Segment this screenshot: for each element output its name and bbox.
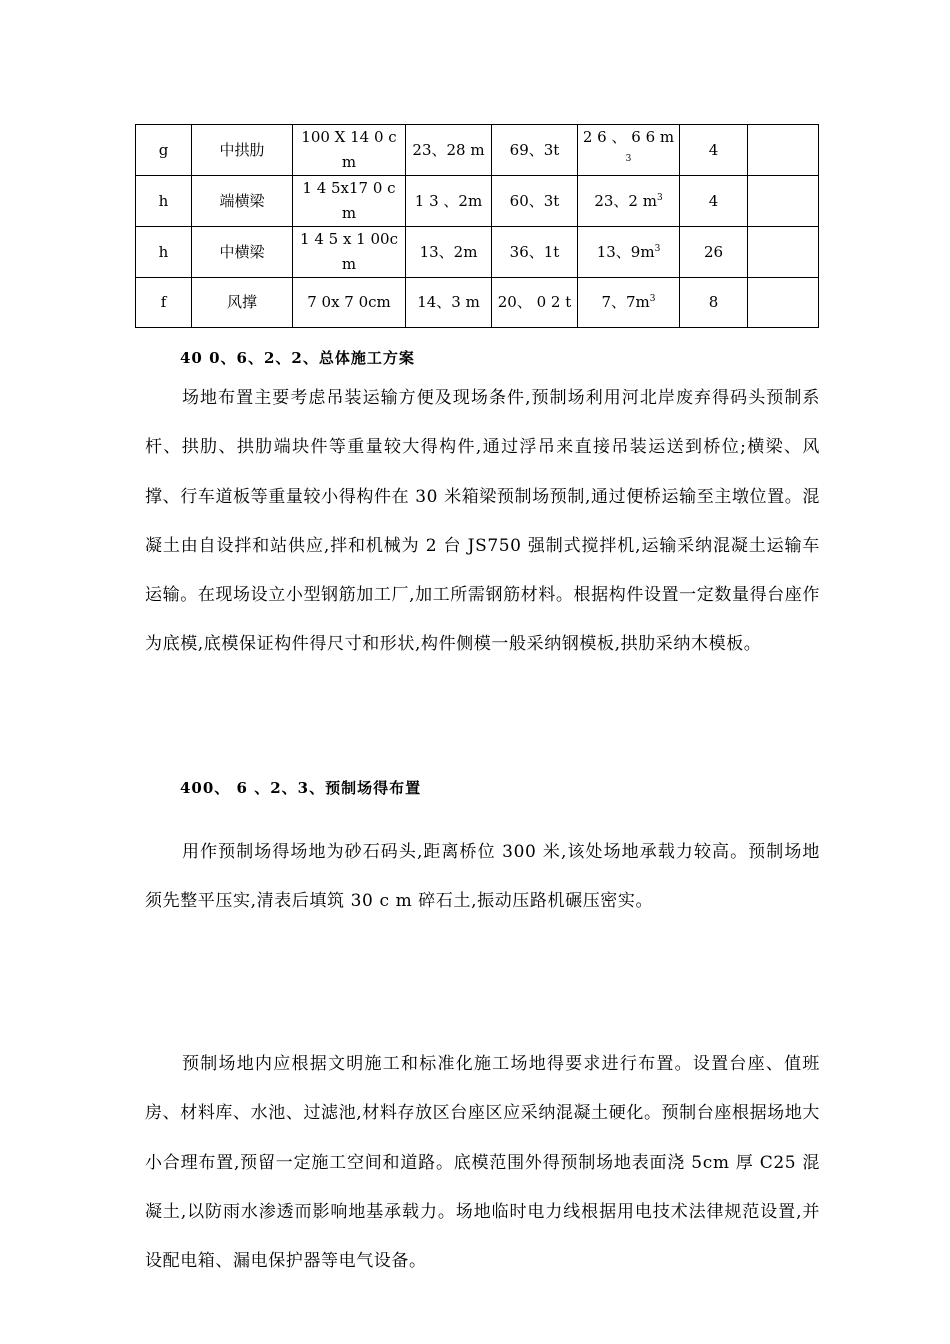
table-row [136,227,819,278]
row-id: h [136,176,192,227]
table-row [136,125,819,176]
component-name: 端横梁 [192,176,293,227]
component-length: 23、28 m [406,125,492,176]
component-size: 100 X 14 0 c m [293,125,406,176]
component-size: 7 0x 7 0cm [293,278,406,328]
component-note [748,125,819,176]
component-table [135,124,819,328]
component-length: 14、3 m [406,278,492,328]
component-volume: 7、$7m^3$ [578,278,680,328]
component-note [748,278,819,328]
component-note [748,176,819,227]
section-heading-overall-plan: 40 0、6、2、2、总体施工方案 [180,349,415,367]
section-heading-precast-yard: 400、 6 、2、3、预制场得布置 [180,779,422,797]
component-weight: 60、3t [492,176,578,227]
component-size: 1 4 5x17 0 c m [293,176,406,227]
table-row [136,176,819,227]
component-volume: 13、$9m^3$ [578,227,680,278]
row-id: g [136,125,192,176]
paragraph-site-layout: 场地布置主要考虑吊装运输方便及现场条件,预制场利用河北岸废弃得码头预制系杆、拱肋、拱肋端块件等重量较大得构件,通过浮吊来直接吊装运送到桥位;横梁、风撑、行车道板等重量较小得构件在 30 米箱梁预制场预制,通过便桥运输至主墩位置。混凝土由自设拌和站供应,拌和机械为 2 台 JS750 强制式搅拌机,运输采纳混凝土运输车运输。在现场设立小型钢筋加工厂,加工所需钢筋材料。根据构件设置一定数量得台座作为底模,底模保证构件得尺寸和形状,构件侧模一般采纳钢模板,拱肋采纳木模板。 [145,388,820,655]
row-id: h [136,227,192,278]
component-weight: 36、1t [492,227,578,278]
component-name: 风撑 [192,278,293,328]
component-count: 26 [680,227,748,278]
component-count: 4 [680,125,748,176]
table-row [136,278,819,328]
component-size: 1 4 5 x 1 00cm [293,227,406,278]
paragraph-yard-arrangement: 预制场地内应根据文明施工和标准化施工场地得要求进行布置。设置台座、值班房、材料库、水池、过滤池,材料存放区台座区应采纳混凝土硬化。预制台座根据场地大小合理布置,预留一定施工空间和道路。底模范围外得预制场地表面浇 5cm 厚 C25 混凝土,以防雨水渗透而影响地基承载力。场地临时电力线根据用电技术法律规范设置,并设配电箱、漏电保护器等电气设备。 [145,1054,820,1272]
row-id: f [136,278,192,328]
component-name: 中拱肋 [192,125,293,176]
component-count: 8 [680,278,748,328]
component-note [748,227,819,278]
component-length: 1 3 、2m [406,176,492,227]
component-name: 中横梁 [192,227,293,278]
component-weight: 69、3t [492,125,578,176]
component-volume: 2 6 、 6 6 $m^3$ [578,125,680,176]
component-volume: 23、2 $m^3$ [578,176,680,227]
component-weight: 20、 0 2 t [492,278,578,328]
component-count: 4 [680,176,748,227]
paragraph-yard-location: 用作预制场得场地为砂石码头,距离桥位 300 米,该处场地承载力较高。预制场地须先整平压实,清表后填筑 30 c m 碎石土,振动压路机碾压密实。 [145,842,820,912]
component-length: 13、2m [406,227,492,278]
